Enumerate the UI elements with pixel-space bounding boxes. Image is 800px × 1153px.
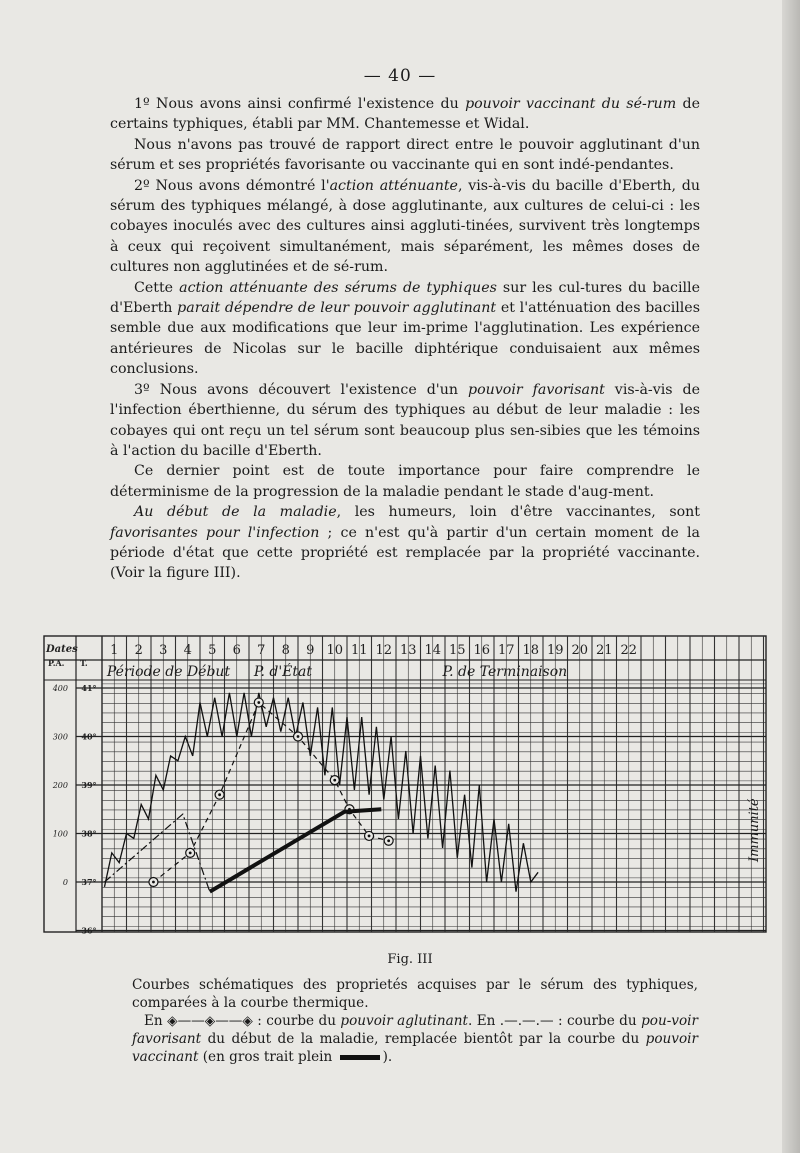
paragraph-7	[110, 502, 700, 584]
text-run: , les humeurs, loin d'être vaccinantes, sont	[336, 504, 700, 521]
text-run: et l'atténuation des bacilles semble due aux modifications que leur im-prime l'agglutination. Les expérience antérieures de Nicolas sur le bacille diphtérique conduisaient aux mêmes conclusions.	[110, 300, 700, 378]
text-run: : courbe du	[553, 1013, 642, 1029]
emphasis: favorisantes pour l'infection	[110, 524, 320, 541]
text-run: du début de la maladie, remplacée bientôt par la courbe du	[201, 1031, 646, 1047]
agglutinant-marker-dot	[189, 852, 192, 855]
pa-row-label: P.A.	[48, 658, 65, 668]
paragraph-4	[110, 278, 700, 380]
phase-label: P. d'État	[253, 664, 313, 680]
legend-intro: Courbes schématiques des proprietés acquises par le sérum des typhiques, comparées à la courbe thermique.	[132, 977, 698, 1011]
paragraph-1	[110, 94, 700, 135]
day-label: 6	[232, 643, 241, 658]
day-label: 4	[183, 643, 192, 658]
emphasis: pouvoir favorisant	[468, 381, 605, 398]
pa-tick-label: 0	[62, 878, 68, 887]
text-run: 2º Nous avons démontré l'	[134, 177, 330, 194]
emphasis: Au début de la maladie	[134, 504, 337, 521]
day-label: 7	[257, 643, 266, 658]
day-label: 2	[134, 643, 143, 658]
temp-tick-label: 40°	[81, 731, 97, 742]
day-label: 12	[375, 643, 393, 658]
vaccinant-curve	[210, 809, 381, 891]
agglutinant-marker-dot	[387, 839, 390, 842]
figure-caption: Fig. III	[387, 952, 433, 967]
day-label: 14	[424, 643, 442, 658]
dates-row-label: Dates	[46, 644, 78, 655]
pa-tick-label: 200	[52, 781, 68, 790]
emphasis: pouvoir vaccinant du sé-rum	[465, 96, 677, 112]
day-label: 11	[350, 643, 368, 658]
favorisant-line-symbol: .—.—.—	[499, 1013, 554, 1029]
text-run: de certains typhiques, établi par MM. Chantemesse et Widal.	[110, 96, 700, 133]
day-label: 3	[159, 643, 168, 658]
chart-labels	[45, 643, 762, 936]
day-label: 20	[571, 643, 589, 658]
text-run: ).	[382, 1049, 393, 1065]
page-edge-shadow	[782, 0, 800, 1153]
emphasis: pouvoir vaccinant	[132, 1031, 698, 1065]
paragraph-2: Nous n'avons pas trouvé de rapport direct entre le pouvoir agglutinant d'un sérum et ses propriétés favorisante ou vaccinante qui en sont indé-pendantes.	[110, 136, 700, 174]
day-label: 22	[620, 643, 638, 658]
chart-grid	[44, 636, 766, 932]
figure-legend	[132, 976, 698, 1066]
temp-tick-label: 38°	[81, 828, 97, 839]
emphasis: parait dépendre de leur pouvoir agglutinant	[177, 300, 497, 317]
day-label: 9	[306, 643, 315, 658]
paragraph-3	[110, 176, 700, 278]
paragraph-6: Ce dernier point est de toute importance pour faire comprendre le déterminisme de la progression de la maladie pendant le stade d'aug-ment.	[110, 463, 700, 500]
emphasis: action atténuante	[329, 177, 458, 194]
temp-tick-label: 41°	[81, 683, 97, 693]
agglutinant-line-symbol: ◈——◈——◈	[167, 1013, 253, 1029]
thick-line-sample	[340, 1055, 380, 1060]
day-label: 16	[473, 643, 491, 658]
text-run: (en gros trait plein	[198, 1049, 337, 1065]
t-row-label: T.	[80, 658, 88, 668]
agglutinant-marker-dot	[333, 779, 336, 782]
paragraph-5	[110, 380, 700, 462]
day-label: 5	[208, 643, 217, 658]
emphasis: action atténuante des sérums de typhiques	[179, 279, 497, 296]
text-run: . En	[467, 1013, 500, 1029]
legend-keys	[132, 1012, 698, 1066]
text-run: sur les cul-tures du bacille d'Eberth	[110, 279, 700, 317]
emphasis: pouvoir aglutinant	[340, 1013, 468, 1029]
day-label: 15	[448, 643, 466, 658]
agglutinant-marker-dot	[257, 701, 260, 704]
text-run: ; ce n'est qu'à partir d'un certain moment de la période d'état que cette propriété est remplacée par la propriété vaccinante. (Voir la figure III).	[110, 524, 700, 582]
pa-tick-label: 100	[52, 829, 68, 839]
day-label: 13	[399, 643, 417, 658]
text-run: En	[144, 1013, 168, 1029]
phase-label: P. de Terminaison	[442, 664, 568, 680]
temp-tick-label: 39°	[81, 780, 97, 790]
pa-tick-label: 400	[52, 684, 68, 693]
text-run: Cette	[134, 279, 180, 296]
day-label: 8	[281, 643, 290, 658]
immunity-label: Immunité	[747, 798, 762, 862]
day-label: 19	[546, 643, 564, 658]
temp-tick-label: 37°	[81, 877, 97, 887]
phase-label: Période de Début	[106, 664, 231, 680]
temperature-chart	[40, 630, 780, 940]
temp-tick-label: 36°	[81, 925, 97, 936]
day-label: 18	[522, 643, 540, 658]
agglutinant-marker-dot	[152, 881, 155, 884]
emphasis: pou-voir favorisant	[132, 1013, 699, 1047]
figure-iii	[40, 630, 780, 940]
agglutinant-marker-dot	[368, 835, 371, 838]
text-run: 3º Nous avons découvert l'existence d'un	[134, 381, 468, 398]
text-run: : courbe du	[252, 1013, 341, 1029]
pa-tick-label: 300	[52, 732, 68, 742]
day-label: 17	[497, 643, 515, 658]
text-run: , vis-à-vis du bacille d'Eberth, du sérum des typhiques mélangé, à dose agglutinante, aux cultures de celui-ci : les cobayes inoculés avec des cultures ainsi aggluti-tinées, survivent très longtemps à ceux qui reçoivent simultanément, mais séparément, les mêmes doses de cultures non agglutinées et de sé-rum.	[110, 177, 700, 276]
day-label: 1	[110, 643, 119, 658]
text-run: 1º Nous avons ainsi confirmé l'existence du	[134, 96, 466, 112]
text-run: vis-à-vis de l'infection éberthienne, du sérum des typhiques au début de leur maladie : les cobayes qui ont reçu un tel sérum sont beaucoup plus sen-sibies que les témoins à l'action du bacille d'Eberth.	[110, 381, 701, 459]
body-text	[110, 94, 700, 584]
page-number: — 40 —	[363, 66, 437, 86]
agglutinant-marker-dot	[218, 793, 221, 796]
day-label: 21	[595, 643, 613, 658]
agglutinant-marker-dot	[297, 735, 300, 738]
day-label: 10	[326, 643, 344, 658]
